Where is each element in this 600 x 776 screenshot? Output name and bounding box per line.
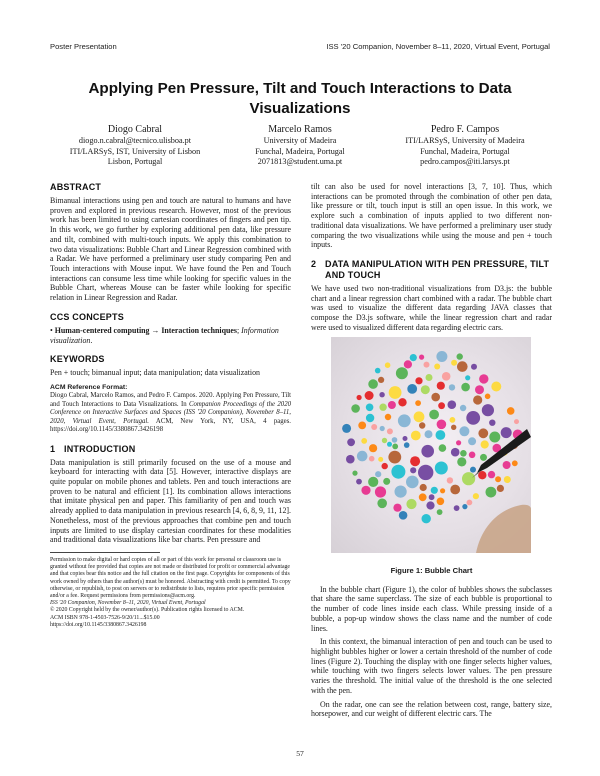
section-2-heading — [311, 259, 552, 281]
bubble — [457, 361, 468, 372]
bubble — [482, 404, 494, 416]
intro-heading — [50, 444, 291, 455]
bubble — [414, 411, 425, 422]
intro-continued-text: tilt can also be used for novel interactions [3, 7, 10]. Thus, which interactions can be promoted through the combination of other pen data, like pressure or tilt, touch input is still an open issue. In this work, we explore such a combination of inputs applied to two different non-traditional data visualizations. We have performed a preliminary user study comparing the two visualizations while using the mouse and pen + touch inputs. — [311, 182, 552, 250]
bubble — [351, 404, 360, 413]
bubble — [478, 428, 488, 438]
bubble — [426, 374, 433, 381]
bubble — [485, 393, 491, 399]
bubble — [469, 451, 476, 458]
copyright-block — [50, 552, 291, 629]
bubble — [357, 450, 368, 461]
bubble — [382, 463, 388, 469]
bubble — [462, 504, 467, 509]
bubble — [439, 444, 447, 452]
section-2-number: 2 — [311, 259, 317, 270]
radar-paragraph: On the radar, one can see the relation between cost, range, battery size, horsepower, and cur weight of different electric cars. The — [311, 699, 552, 719]
copyright-doi: https://doi.org/10.1145/3380867.3426198 — [50, 621, 147, 628]
bubble — [379, 403, 386, 410]
bubble — [378, 457, 383, 462]
bubble — [459, 426, 469, 436]
bubble — [460, 450, 467, 457]
author-location: Lisbon, Portugal — [107, 157, 163, 167]
bubble — [358, 421, 366, 429]
copyright-venue-text: ISS '20 Companion, November 8–11, 2020, Virtual Event, Portugal — [50, 600, 206, 607]
bubble — [365, 391, 374, 400]
bubble — [479, 374, 488, 383]
bubble-chart-graphic — [331, 337, 531, 553]
bubble — [429, 494, 435, 500]
copyright-permission: Permission to make digital or hard copies of all or part of this work for personal or classroom use is granted without fee provided that copies are not made or distributed for profit or commercial advantage and that copies bear this notice and the full citation on the first page. Copyrights for components of this work owned by others than the author(s) must be honored. Abstracting with credit is permitted. To copy otherwise, or republish, to post on servers or to redistribute to lists, requires prior specific permission and/or a fee. Request permissions from permissions@acm.org. — [50, 556, 291, 599]
bubble — [468, 437, 476, 445]
bubble — [388, 450, 401, 463]
bubble — [404, 442, 410, 448]
author-3 — [380, 123, 550, 168]
bubble — [435, 461, 448, 474]
bubble — [403, 436, 408, 441]
copyright-holder: © 2020 Copyright held by the owner/author(s). Publication rights licensed to ACM. — [50, 607, 245, 614]
bubble — [447, 477, 453, 483]
bubble — [385, 362, 391, 368]
ccs-subconcept: Information visualization — [50, 325, 279, 345]
bubble — [507, 407, 515, 415]
bubble — [449, 384, 455, 390]
bubble — [407, 384, 417, 394]
bubble — [383, 478, 390, 485]
bubble — [369, 444, 377, 452]
left-column — [50, 182, 291, 629]
bubble — [450, 417, 456, 423]
ccs-heading: CCS CONCEPTS — [50, 311, 124, 322]
bubble — [421, 385, 430, 394]
bubble — [426, 501, 434, 509]
intro-title: INTRODUCTION — [64, 443, 136, 454]
bubble — [380, 426, 385, 431]
author-email: pedro.campos@iti.larsys.pt — [420, 157, 510, 167]
bubble — [473, 493, 479, 499]
bubble — [462, 472, 475, 485]
author-affiliation: University of Madeira — [263, 136, 337, 145]
keywords-text: Pen + touch; bimanual input; data manipulation; data visualization — [50, 368, 260, 378]
bubble — [486, 486, 497, 497]
bubble — [387, 441, 392, 446]
bubble — [504, 476, 511, 483]
hand-shape — [476, 504, 531, 552]
bubble — [471, 363, 477, 369]
bubble — [378, 376, 384, 382]
bubble — [421, 445, 434, 458]
author-location: Funchal, Madeira, Portugal — [255, 146, 345, 156]
bubble — [375, 471, 381, 477]
bubble — [440, 488, 445, 493]
author-email: 2071813@student.uma.pt — [257, 157, 343, 167]
bubble — [451, 424, 456, 429]
bubble — [436, 430, 446, 440]
bubble — [379, 392, 384, 397]
running-header-left: Poster Presentation — [50, 42, 117, 51]
author-name: Diogo Cabral — [107, 124, 163, 135]
bubble — [425, 430, 433, 438]
bubble — [389, 386, 402, 399]
bubble — [497, 484, 504, 491]
bubble — [361, 438, 367, 444]
bubble — [375, 486, 386, 497]
bubble — [450, 484, 460, 494]
bubble — [410, 354, 417, 361]
bubble — [451, 448, 460, 457]
intro-number: 1 — [50, 443, 56, 454]
acm-reference-venue: Companion Proceedings of the 2020 Conference on Interactive Surfaces and Spaces (ISS '20 Companion), November 8–11, 2020, Virtual Event, Portugal. — [50, 400, 292, 425]
bubble — [396, 367, 408, 379]
bubble — [382, 437, 387, 442]
section-2-title: DATA MANIPULATION WITH PEN PRESSURE, TILT AND TOUCH — [325, 259, 550, 281]
bubble — [398, 398, 406, 406]
bubble — [347, 438, 355, 446]
bubble — [415, 400, 421, 406]
ccs-text — [50, 326, 291, 345]
bubble — [392, 443, 398, 449]
right-column — [311, 182, 552, 719]
bubble — [420, 484, 427, 491]
bubble — [415, 377, 422, 384]
bubble — [346, 455, 355, 464]
bubble — [434, 363, 440, 369]
acm-reference-text: Diogo Cabral, Marcelo Ramos, and Pedro F. Campos. 2020. Applying Pen Pressure, Tilt and Touch Interactions to Data Visualizations. In — [50, 392, 291, 408]
bubble — [375, 367, 381, 373]
ccs-bullet: • — [50, 325, 53, 335]
bubble — [457, 353, 463, 359]
bubble — [466, 411, 480, 425]
bubble — [391, 464, 405, 478]
bubble — [419, 422, 425, 428]
bubble — [419, 354, 424, 359]
bubble — [411, 430, 421, 440]
bubble — [431, 486, 438, 493]
bubble — [438, 402, 445, 409]
copyright-isbn: ACM ISBN 978-1-4503-7526-9/20/11...$15.00 — [50, 614, 160, 621]
figure-1-caption: Figure 1: Bubble Chart — [390, 565, 473, 575]
bubble — [437, 509, 443, 515]
bubble — [368, 476, 378, 486]
author-block — [50, 123, 550, 175]
bubble — [406, 499, 416, 509]
bubble — [398, 414, 411, 427]
bubble — [501, 427, 512, 438]
bubble — [489, 431, 500, 442]
acm-reference-heading: ACM Reference Format: — [50, 384, 128, 392]
bubble — [461, 382, 470, 391]
bubble — [475, 385, 484, 394]
abstract-text: Bimanual interactions using pen and touch are natural to humans and have proven and explored in previous research. However, most of the previous work has been limited to using cartesian coordinates of fingers and pen tip. In this work, we go further by exploring additional pen data, like pressure and tilt, combined with multi-touch inputs. We apply this combination to two data visualizations: Bubble Chart and Linear Regression combined with a Radar. We have performed a preliminary user study comparing Pen and Touch interactions with Mouse input. We have found the Pen and Touch interactions can consume less time while looking for specific values in the Bubble Chart, whereas Mouse can be faster while looking for specific relation in Linear Regression and Radar. — [50, 196, 291, 303]
bubble — [473, 395, 482, 404]
section-2-text: We have used two non-traditional visualizations from D3.js: the bubble chart and a linear regression chart combined with a radar. The bubble chart was used to visualize the different data regarding JAVA classes that compose the D3.js software, while the linear regression chart and radar were used to visualized different data regarding electric cars. — [311, 284, 552, 332]
bubble — [460, 404, 466, 410]
bubble — [399, 511, 408, 520]
bubble — [368, 379, 378, 389]
bubble — [356, 478, 362, 484]
bubble — [514, 419, 519, 424]
bubble — [467, 499, 473, 505]
bubble — [503, 461, 511, 469]
bubble-chart-paragraph: In the bubble chart (Figure 1), the color of bubbles shows the subclasses that share the same superclass. The size of each bubble is proportional to the number of code lines inside each class. While pressing inside of a bubble, a pop-up window shows the class name and the number of code lines. — [311, 584, 552, 633]
bubble — [437, 419, 447, 429]
bubble — [371, 424, 377, 430]
paper-title: Applying Pen Pressure, Tilt and Touch Interactions to Data Visualizations — [88, 80, 512, 117]
bubble — [436, 351, 447, 362]
acm-reference-doi: ACM, New York, NY, USA, 4 pages. https://doi.org/10.1145/3380867.3426198 — [50, 417, 291, 434]
bubble — [429, 409, 439, 419]
bubble — [489, 419, 495, 425]
ccs-concept: Human-centered computing → Interaction techniques — [54, 325, 237, 335]
bubble — [388, 401, 396, 409]
bubble — [419, 493, 427, 501]
bubble — [488, 471, 495, 478]
keywords-heading: KEYWORDS — [50, 354, 105, 365]
author-name: Pedro F. Campos — [430, 124, 500, 135]
bubble — [481, 440, 489, 448]
bubble — [410, 467, 416, 473]
author-email: diogo.n.cabral@tecnico.ulisboa.pt — [78, 136, 192, 145]
author-location: Funchal, Madeira, Portugal — [420, 146, 510, 156]
bubble — [393, 503, 401, 511]
ccs-separator: ; — [236, 325, 242, 335]
bubble — [357, 395, 362, 400]
bubble — [491, 381, 501, 391]
bubble — [387, 428, 393, 434]
author-2 — [215, 123, 385, 168]
author-1 — [50, 123, 220, 168]
bubble — [404, 360, 412, 368]
bubble — [424, 361, 430, 367]
author-name: Marcelo Ramos — [268, 124, 332, 135]
bubble — [457, 457, 466, 466]
bubble — [377, 498, 387, 508]
acm-reference — [50, 384, 291, 434]
bubble — [352, 470, 357, 475]
bubble — [418, 464, 433, 479]
bubble — [495, 476, 501, 482]
running-header-right: ISS '20 Companion, November 8–11, 2020, Virtual Event, Portugal — [326, 42, 550, 51]
bubble — [406, 475, 419, 488]
abstract-heading: ABSTRACT — [50, 182, 102, 192]
bubble — [465, 375, 470, 380]
bubble — [361, 485, 370, 494]
bubble — [342, 424, 351, 433]
footnote-rule — [50, 552, 160, 553]
bubble — [437, 381, 445, 389]
bubble — [456, 440, 461, 445]
bubble — [422, 514, 431, 523]
bubble — [454, 505, 460, 511]
bubble — [395, 485, 407, 497]
bubble — [470, 466, 476, 472]
bubble — [448, 400, 457, 409]
bubble — [385, 413, 391, 419]
bubble — [512, 460, 518, 466]
intro-text: Data manipulation is still primarily focused on the use of a mouse and keyboard for interacting with data [5]. However, interactive displays are quite popular on mobile phones and tablets. Pen and touch interactions are proven to be natural and efficient [1]. Its combination allows interactions that imitate physical pen and paper. This familiarity of pen and touch was already applied to data manipulation in previous research [4, 6, 8, 9, 11, 12]. Nonetheless, most of the previous approaches that combine pen and touch inputs are limited to use display cartesian coordinates for these modalities and traditional data visualizations like bar charts. Pen pressure and — [50, 457, 291, 545]
bubble — [392, 437, 398, 443]
page-number: 57 — [296, 749, 304, 758]
bubble — [480, 454, 487, 461]
bubble — [442, 372, 451, 381]
bubble — [437, 497, 445, 505]
bimanual-paragraph: In this context, the bimanual interaction of pen and touch can be used to highlight bubbles higher or lower a certain threshold of the number of code lines (Figure 2). Touching the display with one finger selects higher values, while touching with two fingers selects lower values. The pen pressure varies the threshold. The initial value of the threshold is the one selected with the pen. — [311, 637, 552, 695]
bubble — [366, 403, 374, 411]
author-affiliation: ITI/LARSyS, IST, University of Lisbon — [69, 146, 201, 156]
bubble — [451, 359, 457, 365]
bubble — [366, 413, 374, 421]
bubble — [431, 392, 440, 401]
bubble — [369, 456, 375, 462]
bubble-chart-photo — [331, 337, 531, 553]
author-affiliation: ITI/LARSyS, University of Madeira — [405, 136, 525, 145]
ccs-end: . — [90, 335, 93, 345]
bubble — [410, 456, 420, 466]
